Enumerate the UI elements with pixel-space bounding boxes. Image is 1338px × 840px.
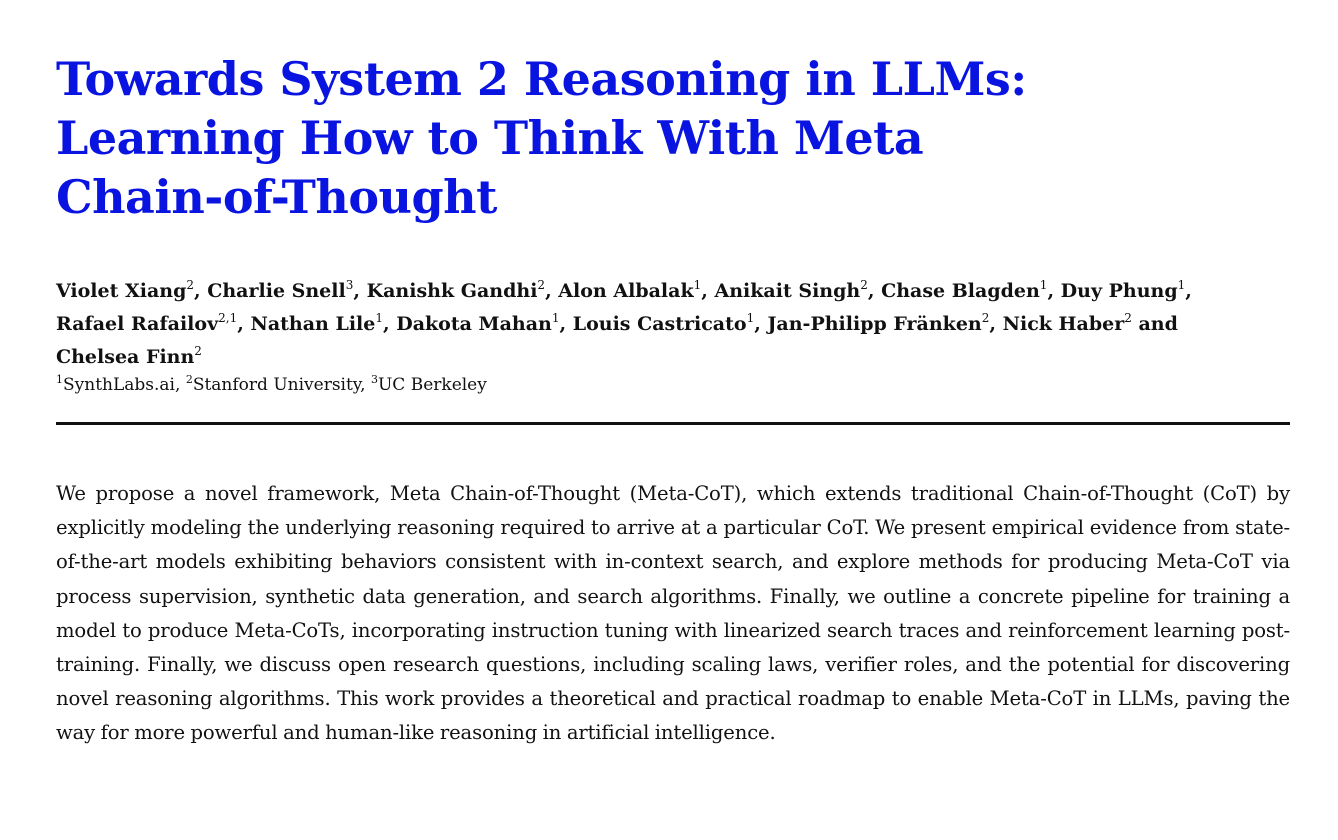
author: Nathan Lile$^1$ (250, 311, 383, 335)
author: Dakota Mahan$^1$ (396, 311, 560, 335)
author: Nick Haber$^2$ (1002, 311, 1132, 335)
author: Charlie Snell$^3$ (207, 278, 354, 302)
author-line (56, 341, 1290, 374)
affiliation-name: Stanford University (192, 375, 361, 395)
affiliation-marker: 1 (693, 278, 702, 292)
affiliation-name: SynthLabs.ai (63, 375, 175, 395)
affiliation-marker: 2 (194, 344, 202, 358)
affiliation-marker: 2 (185, 373, 193, 386)
paper-title (56, 50, 1290, 227)
author: Rafael Rafailov$^{2,1}$ (56, 311, 238, 335)
affiliation-marker: 2 (537, 278, 546, 292)
affiliation-marker: 1 (1177, 278, 1186, 292)
paper-page (56, 50, 1290, 770)
author: Duy Phung$^1$ (1060, 278, 1186, 302)
title-line: Towards System 2 Reasoning in LLMs: (56, 52, 1027, 106)
affiliations: $^1$SynthLabs.ai, $^2$Stanford University, $^3$UC Berkeley (56, 373, 487, 395)
title-line: Chain-of-Thought (56, 170, 497, 224)
title-line: Learning How to Think With Meta (56, 111, 924, 165)
author: Louis Castricato$^1$ (572, 311, 755, 335)
affiliation-marker: 3 (370, 373, 378, 386)
affiliation-marker: 1 (746, 311, 755, 325)
author: Jan-Philipp Fränken$^2$ (767, 311, 990, 335)
author: Anikait Singh$^2$ (714, 278, 868, 302)
author: Chase Blagden$^1$ (881, 278, 1048, 302)
author: Kanishk Gandhi$^2$ (366, 278, 546, 302)
author: Alon Albalak$^1$ (558, 278, 702, 302)
affiliation-marker: 3 (345, 278, 354, 292)
section-divider (56, 422, 1290, 425)
author: Chelsea Finn$^2$ (56, 344, 202, 368)
author: Violet Xiang$^2$ (56, 278, 195, 302)
affiliation-marker: 1 (375, 311, 383, 325)
affiliation-marker: 2 (981, 311, 990, 325)
affiliation-marker: 1 (1039, 278, 1048, 292)
affiliation-marker: 2,1 (218, 311, 238, 325)
affiliation-marker: 1 (56, 373, 63, 386)
affiliation-marker: 2 (860, 278, 868, 292)
affiliation-marker: 1 (551, 311, 560, 325)
author-line: Violet Xiang$^2$, Charlie Snell$^3$, Kanishk Gandhi$^2$, Alon Albalak$^1$, Anikait Singh$^2$, Chase Blagden$^1$, Duy Phung$^1$, (56, 278, 1192, 302)
author-list (56, 275, 1290, 374)
affiliation-name: UC Berkeley (377, 375, 487, 395)
abstract: We propose a novel framework, Meta Chain-of-Thought (Meta-CoT), which extends traditional Chain-of-Thought (CoT) by explicitly modeling the underlying reasoning required to arrive at a particular CoT. We present empirical evidence from state-of-the-art models exhibiting behaviors consistent with in-context search, and explore methods for producing Meta-CoT via process supervision, synthetic data generation, and search algorithms. Finally, we outline a concrete pipeline for training a model to produce Meta-CoTs, incorporating instruction tuning with linearized search traces and reinforcement learning post-training. Finally, we discuss open research questions, including scaling laws, verifier roles, and the potential for discovering novel reasoning algorithms. This work provides a theoretical and practical roadmap to enable Meta-CoT in LLMs, paving the way for more powerful and human-like reasoning in artificial intelligence. (56, 482, 1290, 745)
author-line: Rafael Rafailov$^{2,1}$, Nathan Lile$^1$, Dakota Mahan$^1$, Louis Castricato$^1$, Jan-Philipp Fränken$^2$, Nick Haber$^2$ and (56, 311, 1178, 335)
affiliation-marker: 2 (186, 278, 195, 292)
affiliation-marker: 2 (1124, 311, 1132, 325)
